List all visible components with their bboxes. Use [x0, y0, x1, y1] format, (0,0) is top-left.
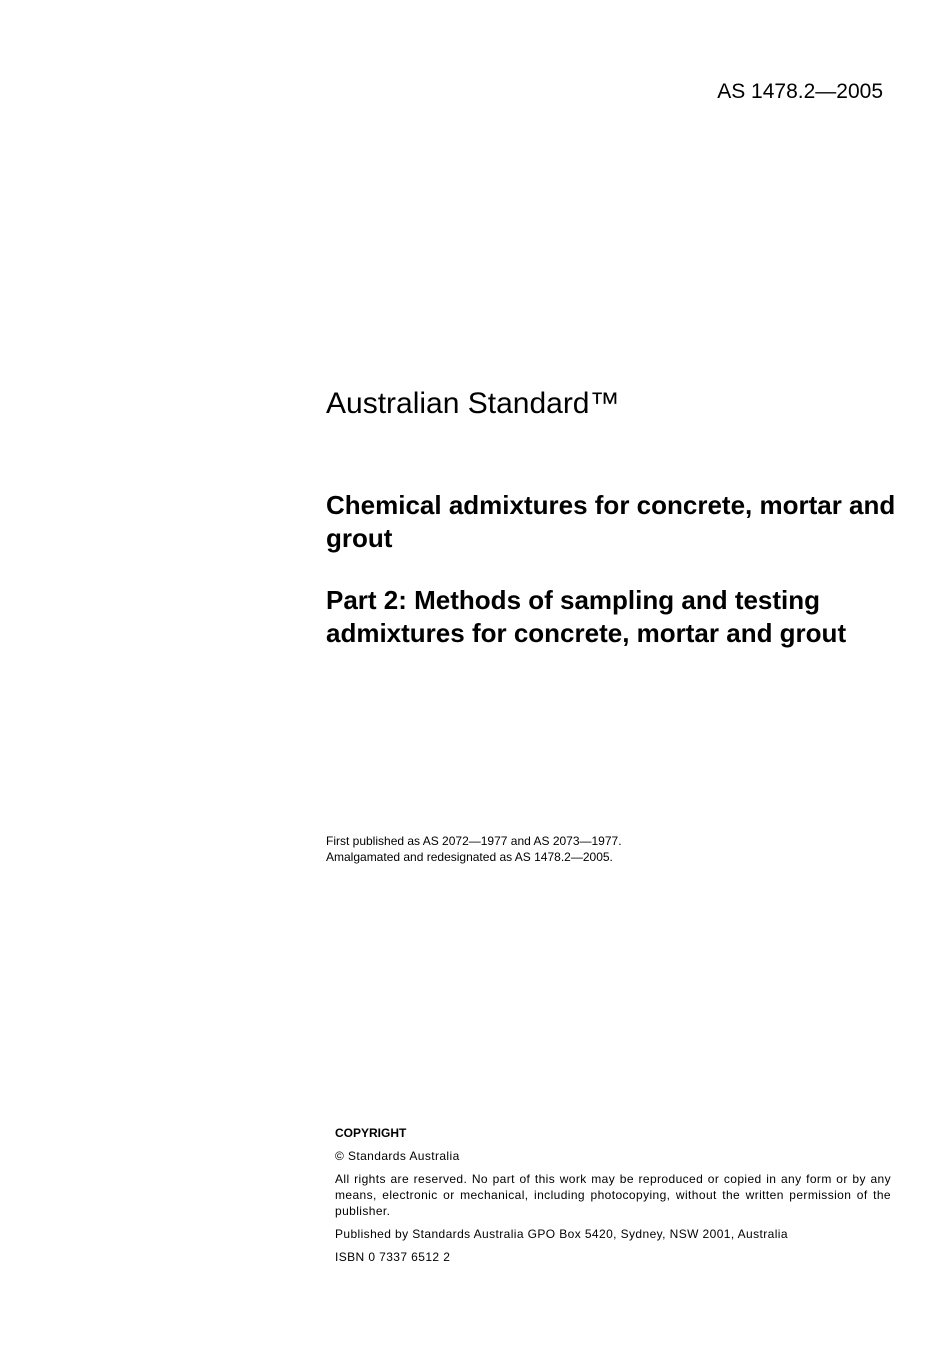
title-block [326, 489, 906, 650]
publisher-address: Published by Standards Australia GPO Box 5420, Sydney, NSW 2001, Australia [335, 1227, 788, 1241]
publication-history [326, 833, 622, 865]
copyright-heading: COPYRIGHT [335, 1126, 407, 1140]
history-line-amalgamated: Amalgamated and redesignated as AS 1478.2—2005. [326, 850, 613, 864]
copyright-owner: © Standards Australia [335, 1149, 460, 1163]
standard-label: Australian Standard™ [326, 387, 620, 420]
isbn: ISBN 0 7337 6512 2 [335, 1250, 451, 1264]
copyright-rights-notice: All rights are reserved. No part of this work may be reproduced or copied in any form or by any means, electronic or mechanical, including photocopying, without the written permission of the publisher. [335, 1172, 891, 1218]
history-line-first-published: First published as AS 2072—1977 and AS 2073—1977. [326, 834, 622, 848]
copyright-block [335, 1125, 891, 1272]
document-title: Chemical admixtures for concrete, mortar and grout [326, 490, 896, 553]
document-subtitle: Part 2: Methods of sampling and testing admixtures for concrete, mortar and grout [326, 585, 847, 648]
document-number: AS 1478.2—2005 [717, 80, 883, 103]
